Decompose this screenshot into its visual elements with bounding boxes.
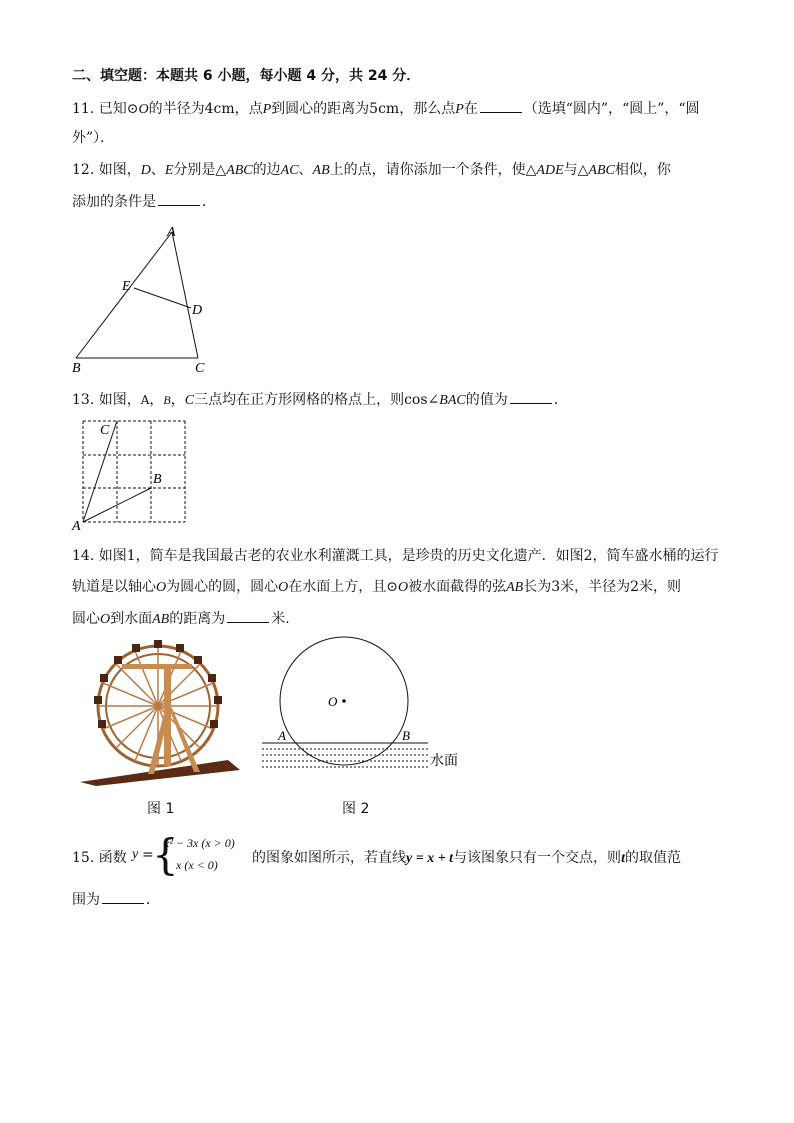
label-c: C xyxy=(195,361,205,376)
q12-text: 、 xyxy=(150,162,165,178)
q12-var: AC xyxy=(280,163,299,178)
circle-water-diagram xyxy=(258,630,468,776)
q11-text: 的半径为4cm，点 xyxy=(148,101,263,117)
q11-text: 11. 已知⊙ xyxy=(72,101,139,117)
q15-var-y: y xyxy=(132,847,139,862)
q14-text: 的距离为 xyxy=(169,611,226,627)
q14-text: 到水面 xyxy=(110,611,153,627)
q14-text: 轨道是以轴心 xyxy=(72,579,156,595)
q11-var-p: P xyxy=(455,102,464,117)
q14-var: O xyxy=(397,580,409,595)
q12-var: ABC xyxy=(226,163,253,178)
q13-text: ． xyxy=(553,392,568,408)
q12-text: 、 xyxy=(298,162,313,178)
q14-text: 长为3米，半径为2米，则 xyxy=(523,579,682,595)
q12-text: 添加的条件是 xyxy=(72,194,156,210)
q12-answer-blank[interactable] xyxy=(158,191,200,206)
q13-text: ， xyxy=(149,392,164,408)
label-b: B xyxy=(153,472,162,487)
q15-text: 的图象如图所示，若直线 xyxy=(252,850,406,866)
q11-text: 到圆心的距离为5cm，那么点 xyxy=(271,101,456,117)
figure-1-caption: 图 1 xyxy=(147,801,175,817)
q15-text: 围为 xyxy=(72,892,100,908)
q14-text: 米. xyxy=(271,611,290,627)
side-ab xyxy=(76,232,172,358)
q15-text-run xyxy=(252,847,681,867)
q14-var: AB xyxy=(506,580,524,595)
q13-text: 的值为 xyxy=(465,392,508,408)
segment-de xyxy=(134,288,191,308)
q13-var: BAC xyxy=(439,393,466,408)
water-label: 水面 xyxy=(430,753,458,769)
q14-text: 在水面上方，且⊙ xyxy=(288,579,398,595)
q15-text: 与该图象只有一个交点，则 xyxy=(453,850,622,866)
section-title: 二、填空题：本题共 6 小题，每小题 4 分，共 24 分． xyxy=(72,68,421,84)
q14-text: 被水面截得的弦 xyxy=(408,579,507,595)
q12-var: D xyxy=(140,163,151,178)
q12-text: ． xyxy=(202,194,216,210)
q13-answer-blank[interactable] xyxy=(510,389,552,404)
q12-text: 的边 xyxy=(252,162,281,178)
q12-var: E xyxy=(164,163,174,178)
q12-text: 相似，你 xyxy=(614,162,671,178)
question-14-line-3 xyxy=(72,608,290,630)
q13-var: C xyxy=(184,393,195,408)
figure-2-caption: 图 2 xyxy=(342,801,370,817)
q11-var-o: O xyxy=(138,102,149,117)
question-11-line-1 xyxy=(72,98,700,120)
label-a: A xyxy=(167,225,176,240)
piecewise-case-2: x (x < 0) xyxy=(176,858,218,872)
q11-text: 在 xyxy=(463,101,478,117)
label-e: E xyxy=(122,279,131,294)
question-14-line-1: 14. 如图1，简车是我国最古老的农业水利灌溉工具，是珍贵的历史文化遗产．如图2，简车盛水桶的运行 xyxy=(72,548,719,564)
label-o: O xyxy=(328,694,338,709)
q14-text: 为圆心的圆，圆心 xyxy=(166,579,279,595)
label-a: A xyxy=(278,728,286,743)
q12-text: 12. 如图， xyxy=(72,162,141,178)
q12-text: 与△ xyxy=(563,162,589,178)
label-a: A xyxy=(72,519,81,532)
water-wheel-image xyxy=(78,636,243,786)
question-13 xyxy=(72,389,568,411)
q12-var: AB xyxy=(312,163,330,178)
triangle-figure xyxy=(66,220,216,378)
water-hatching xyxy=(262,749,428,767)
label-c: C xyxy=(100,423,110,438)
label-b: B xyxy=(72,361,81,376)
q12-var: ABC xyxy=(588,163,615,178)
q15-equals: = xyxy=(142,847,154,863)
question-15-line-2 xyxy=(72,889,160,910)
q14-var: AB xyxy=(152,612,170,627)
q13-var: A xyxy=(140,393,150,407)
q12-text: 上的点，请你添加一个条件，使△ xyxy=(329,162,537,178)
q12-var: ADE xyxy=(536,163,564,178)
question-11-line-2: 外”）． xyxy=(72,130,115,146)
question-14-line-2 xyxy=(72,577,681,598)
q13-text: 13. 如图， xyxy=(72,392,141,408)
q15-text: 15. 函数 xyxy=(72,850,127,866)
q14-var: O xyxy=(100,612,111,627)
wheel-base xyxy=(80,760,240,786)
q15-line-equation: y = x + t xyxy=(406,851,454,866)
q14-var: O xyxy=(278,580,289,595)
piecewise-brace: { xyxy=(152,830,179,879)
q15-text: 的取值范 xyxy=(624,850,681,866)
label-d: D xyxy=(192,303,203,318)
q13-text: ， xyxy=(170,392,185,408)
question-12-line-1 xyxy=(72,160,671,181)
label-b: B xyxy=(402,728,410,743)
q14-var: O xyxy=(156,580,167,595)
center-o-dot xyxy=(342,699,346,703)
piecewise-case-1: x² − 3x (x > 0) xyxy=(164,836,235,850)
question-15-line-1 xyxy=(72,830,732,880)
grid-figure xyxy=(70,416,192,532)
q15-answer-blank[interactable] xyxy=(102,889,144,904)
question-12-line-2 xyxy=(72,191,216,212)
q14-answer-blank[interactable] xyxy=(227,608,269,623)
q12-text: 分别是△ xyxy=(173,162,227,178)
q15-var-t: t xyxy=(621,851,625,866)
q14-text: 圆心 xyxy=(72,611,100,627)
q11-text: （选填“圆内”，“圆上”，“圆 xyxy=(523,101,700,117)
q11-var-p: P xyxy=(262,102,272,117)
side-ac xyxy=(172,232,198,358)
q11-answer-blank[interactable] xyxy=(480,98,522,113)
q13-text: 三点均在正方形网格的格点上，则cos∠ xyxy=(194,392,440,408)
q13-var: B xyxy=(163,393,171,407)
q15-text: ． xyxy=(146,892,160,908)
dashed-grid xyxy=(83,421,185,522)
